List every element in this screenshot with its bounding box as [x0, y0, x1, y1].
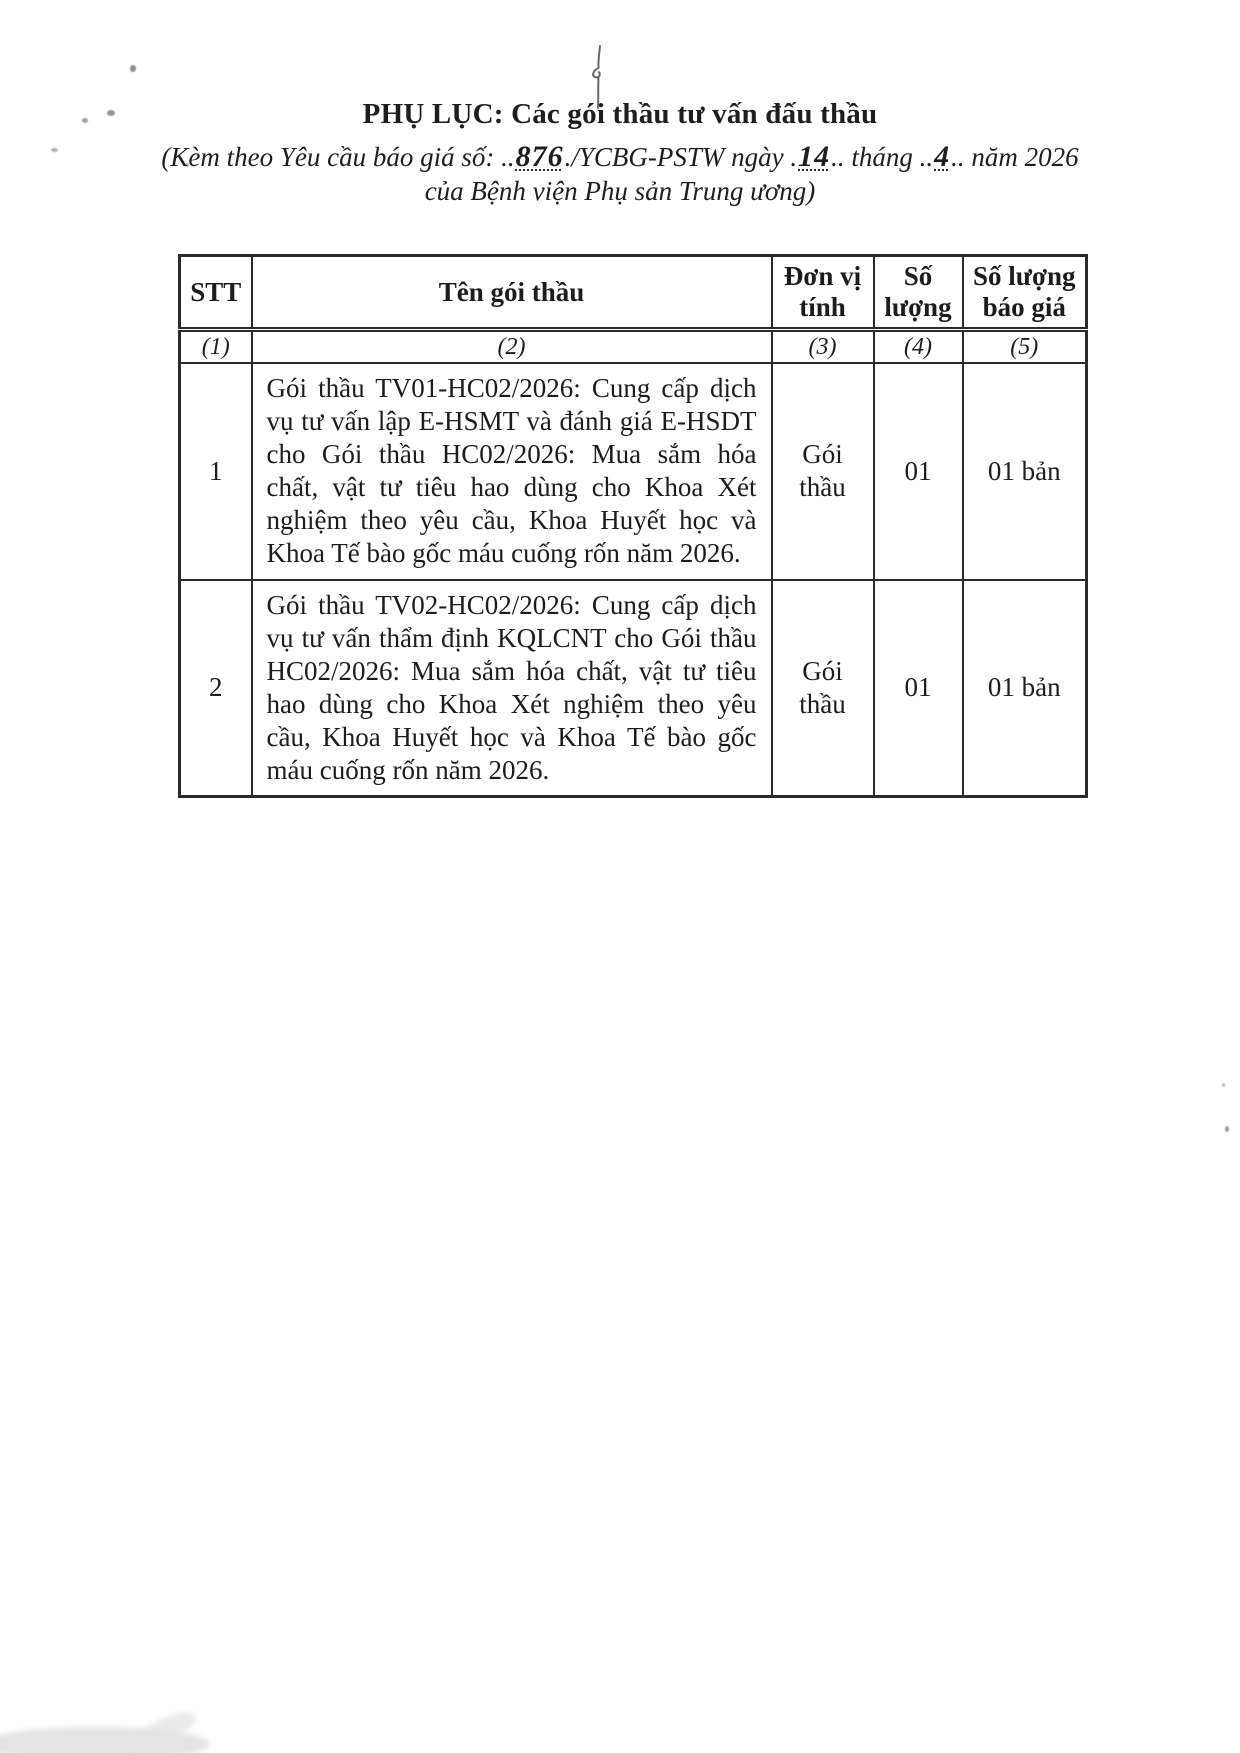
row-unit: Gói thầu: [772, 580, 874, 797]
column-index-3: (3): [772, 330, 874, 363]
document-subtitle: [0, 140, 1240, 208]
column-header-unit: Đơn vị tính: [772, 256, 874, 330]
column-header-quote-quantity: Số lượng báo giá: [963, 256, 1087, 330]
scan-speck: [130, 65, 136, 72]
subtitle-mid1: ./YCBG-PSTW ngày .: [564, 142, 798, 172]
row-stt: 2: [180, 580, 252, 797]
column-index-row: [180, 330, 1087, 363]
handwritten-day: 14: [798, 140, 831, 173]
table-row: [180, 363, 1087, 580]
tender-packages-table: [178, 254, 1088, 798]
row-quote-quantity: 01 bản: [963, 580, 1087, 797]
handwritten-month: 4: [934, 140, 951, 173]
row-unit: Gói thầu: [772, 363, 874, 580]
subtitle-mid2: .. tháng ..: [831, 142, 934, 172]
row-package-name: Gói thầu TV02-HC02/2026: Cung cấp dịch vụ tư vấn thẩm định KQLCNT cho Gói thầu HC02/2026: Mua sắm hóa chất, vật tư tiêu hao dùng cho Khoa Xét nghiệm theo yêu cầu, Khoa Huyết học và Khoa Tế bào gốc máu cuống rốn năm 2026.: [252, 580, 772, 797]
subtitle-line-2: của Bệnh viện Phụ sản Trung ương): [424, 176, 816, 206]
row-quantity: 01: [874, 363, 963, 580]
table-row: [180, 580, 1087, 797]
column-header-quantity: Số lượng: [874, 256, 963, 330]
row-quote-quantity: 01 bản: [963, 363, 1087, 580]
handwritten-ref-number: 876: [515, 140, 564, 173]
column-index-2: (2): [252, 330, 772, 363]
table-header-row: [180, 256, 1087, 330]
row-stt: 1: [180, 363, 252, 580]
row-package-name: Gói thầu TV01-HC02/2026: Cung cấp dịch vụ tư vấn lập E-HSMT và đánh giá E-HSDT cho Gói thầu HC02/2026: Mua sắm hóa chất, vật tư tiêu hao dùng cho Khoa Xét nghiệm theo yêu cầu, Khoa Huyết học và Khoa Tế bào gốc máu cuống rốn năm 2026.: [252, 363, 772, 580]
page-title: PHỤ LỤC: Các gói thầu tư vấn đấu thầu: [362, 98, 878, 130]
subtitle-line-1: [0, 140, 1240, 174]
subtitle-suffix: .. năm 2026: [951, 142, 1079, 172]
subtitle-prefix: (Kèm theo Yêu cầu báo giá số: ..: [161, 142, 515, 172]
column-index-5: (5): [963, 330, 1087, 363]
column-index-4: (4): [874, 330, 963, 363]
row-quantity: 01: [874, 580, 963, 797]
scan-speck: [1222, 1083, 1225, 1087]
scan-speck: [1225, 1126, 1229, 1132]
column-header-stt: STT: [180, 256, 252, 330]
column-index-1: (1): [180, 330, 252, 363]
column-header-package-name: Tên gói thầu: [252, 256, 772, 330]
